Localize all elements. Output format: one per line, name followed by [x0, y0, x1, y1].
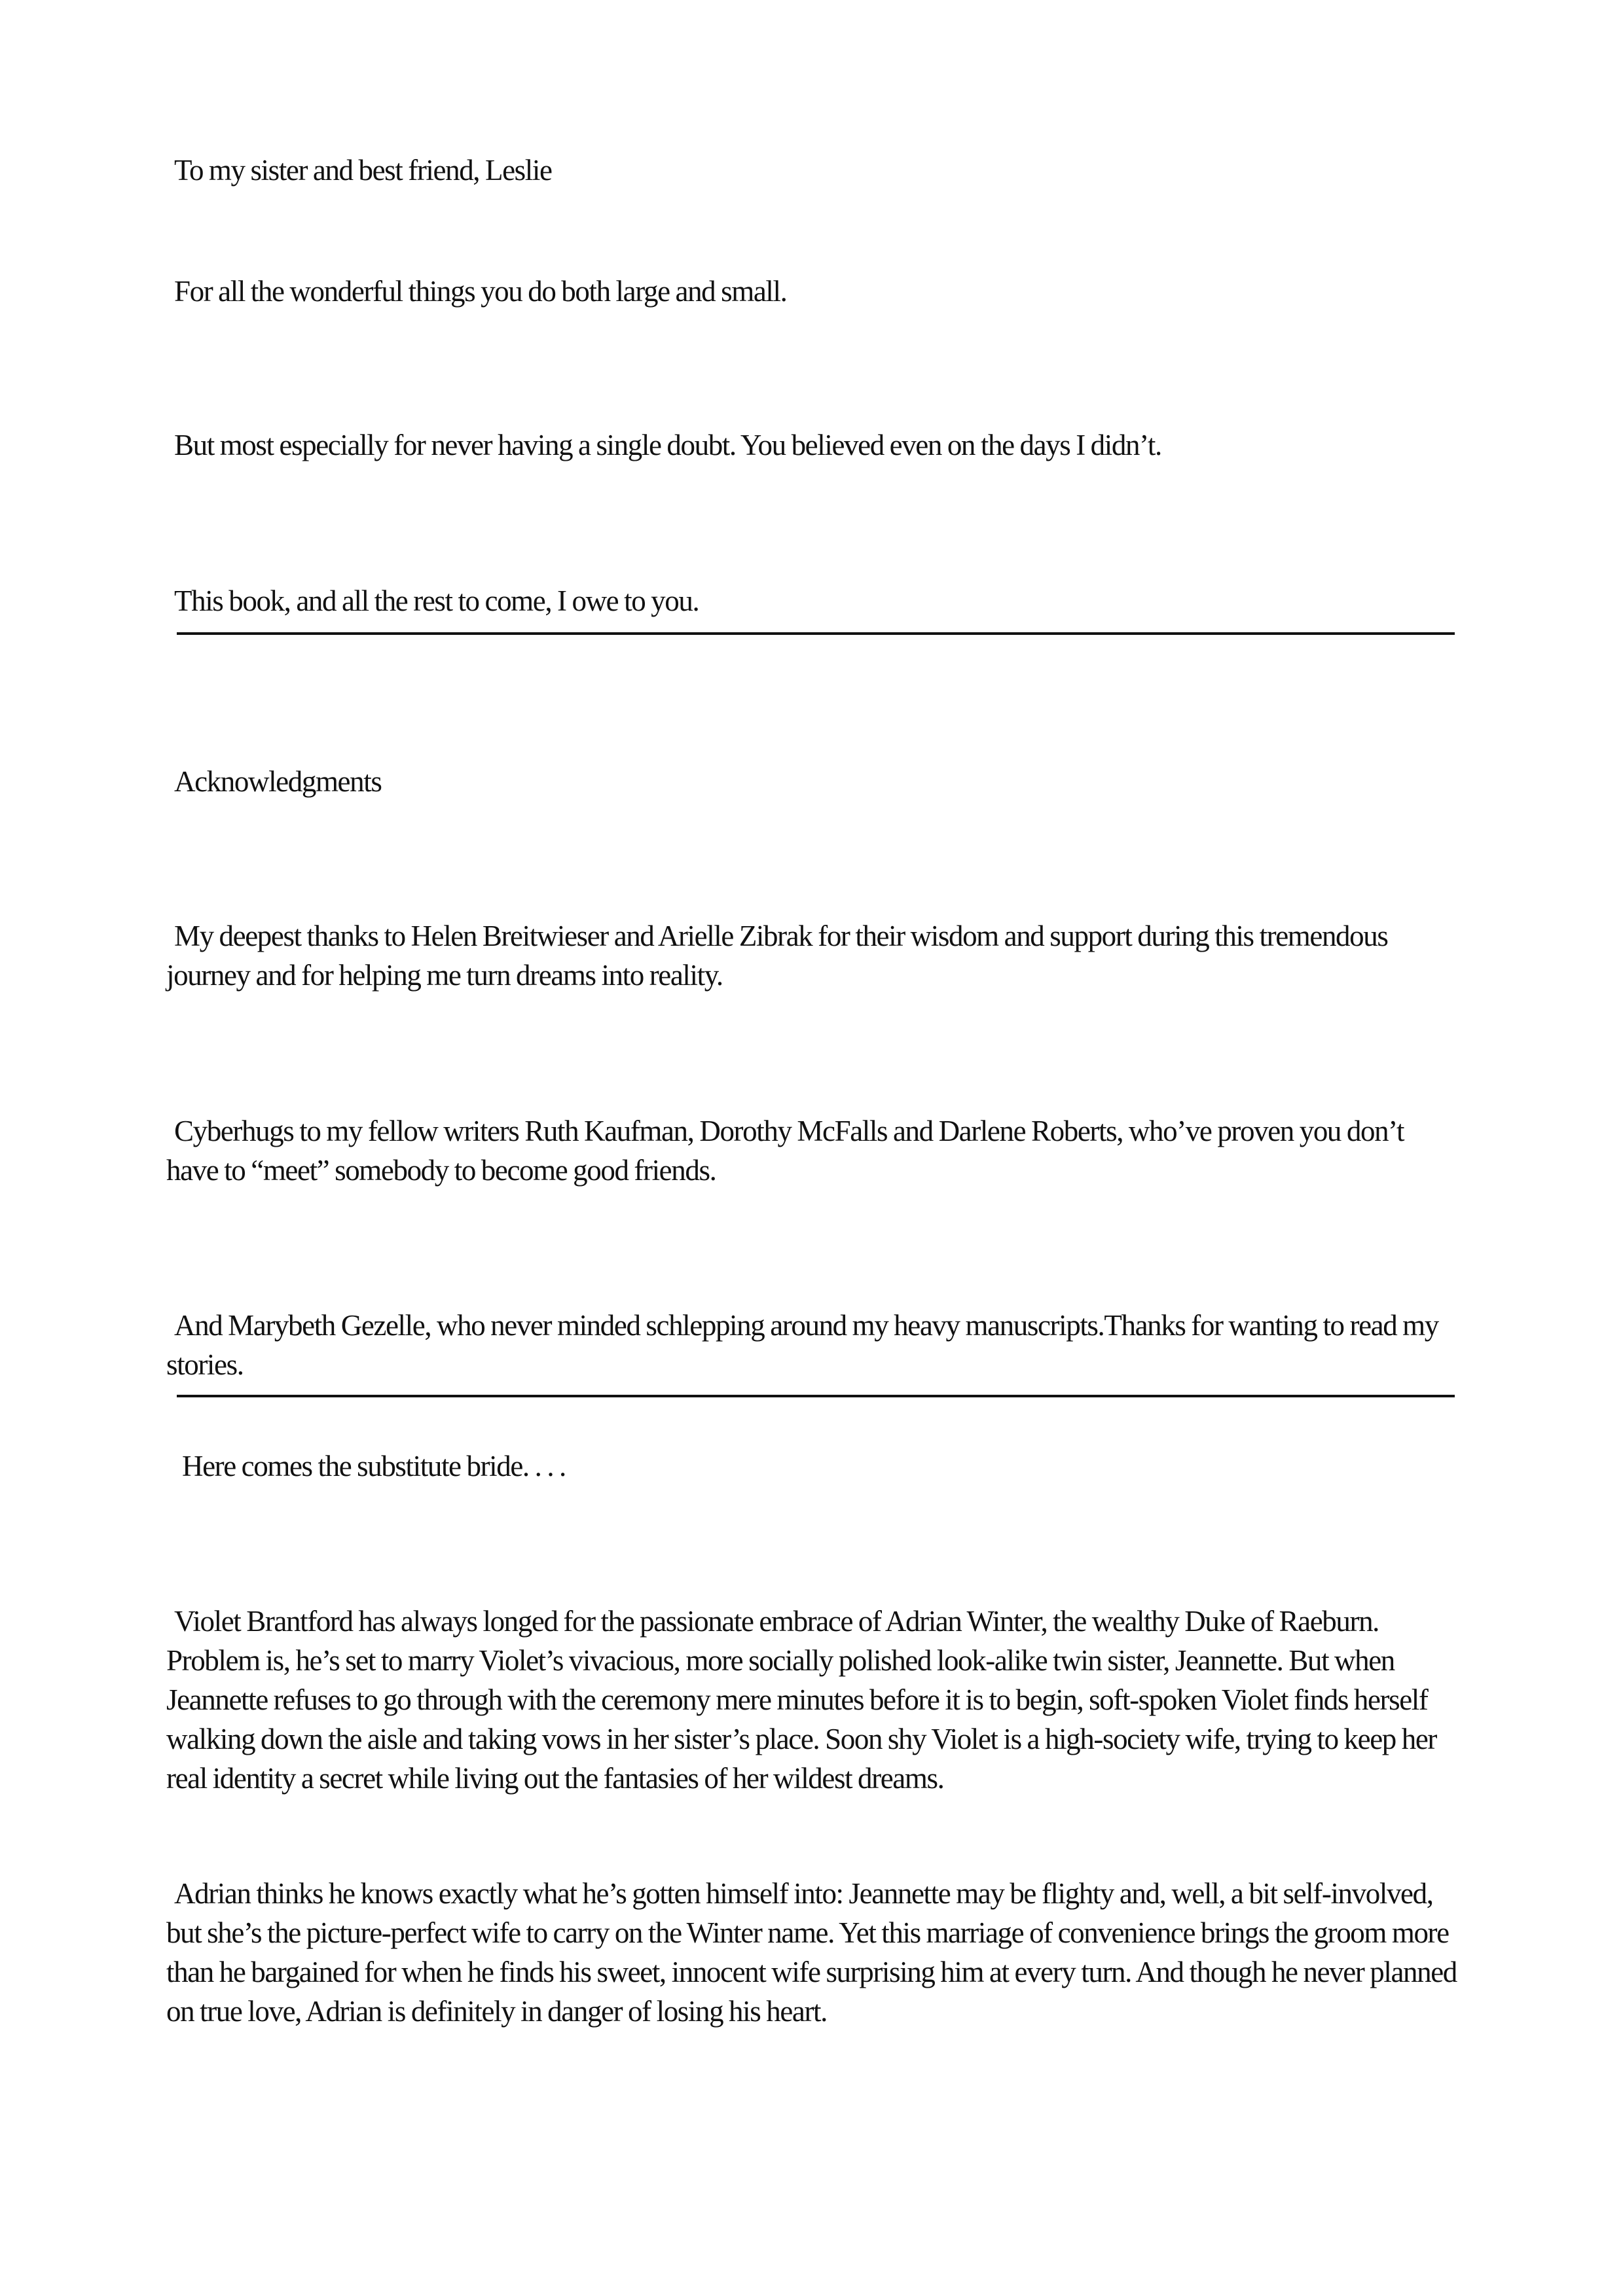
acknowledgment-paragraph: Cyberhugs to my fellow writers Ruth Kaufman, Dorothy McFalls and Darlene Roberts, who’ve proven you don’t have to “meet” somebody to become good friends. [166, 1115, 1404, 1187]
dedication-line: But most especially for never having a single doubt. You believed even on the days I didn’t. [174, 429, 1161, 461]
blurb-tagline: Here comes the substitute bride. . . . [182, 1450, 566, 1482]
dedication-line: This book, and all the rest to come, I owe to you. [174, 584, 699, 617]
section-divider [177, 632, 1455, 635]
blurb-paragraph: Adrian thinks he knows exactly what he’s gotten himself into: Jeannette may be flighty and, well, a bit self-involved, but she’s the picture-perfect wife to carry on the Winter name. Yet this marriage of convenience brings the groom more than he bargained for when he finds his sweet, innocent wife surprising him at every turn. And though he never planned on true love, Adrian is definitely in danger of losing his heart. [166, 1877, 1457, 2028]
dedication-line: To my sister and best friend, Leslie [174, 154, 552, 187]
section-divider [177, 1395, 1455, 1397]
acknowledgment-paragraph: My deepest thanks to Helen Breitwieser and Arielle Zibrak for their wisdom and support during this tremendous journey and for helping me turn dreams into reality. [166, 920, 1388, 992]
blurb-paragraph: Violet Brantford has always longed for the passionate embrace of Adrian Winter, the wealthy Duke of Raeburn. Problem is, he’s set to marry Violet’s vivacious, more socially polished look-alike twin sister, Jeannette. But when Jeannette refuses to go through with the ceremony mere minutes before it is to begin, soft-spoken Violet finds herself walking down the aisle and taking vows in her sister’s place. Soon shy Violet is a high-society wife, trying to keep her real identity a secret while living out the fantasies of her wildest dreams. [166, 1605, 1436, 1795]
dedication-line: For all the wonderful things you do both large and small. [174, 275, 787, 308]
acknowledgment-paragraph: And Marybeth Gezelle, who never minded schlepping around my heavy manuscripts.Thanks for wanting to read my stories. [166, 1309, 1438, 1381]
section-heading: Acknowledgments [174, 765, 382, 798]
